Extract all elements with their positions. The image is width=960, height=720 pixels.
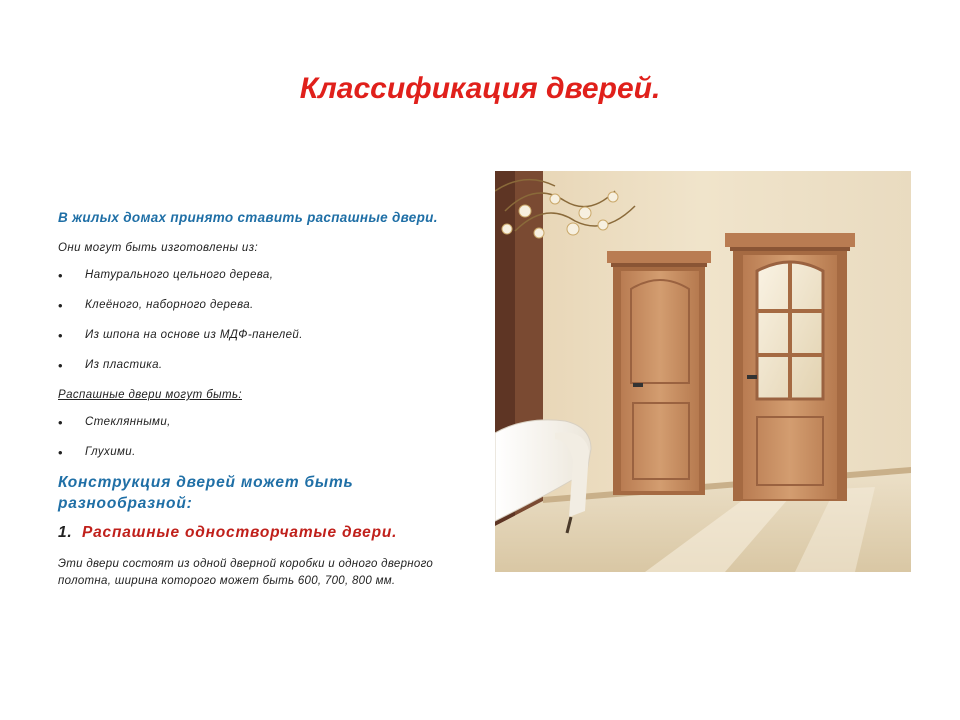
list-item: • Глухими.: [58, 446, 458, 476]
slide-title: Классификация дверей.: [299, 72, 661, 105]
list-item: • Стеклянными,: [58, 416, 458, 446]
item-text: Распашные одностворчатые двери.: [82, 524, 398, 541]
door-types-list: [58, 416, 458, 476]
doors-photo: [495, 171, 911, 572]
item-number: 1.: [58, 524, 73, 541]
materials-list: [58, 269, 458, 389]
list-item: • Клеёного, наборного дерева.: [58, 299, 458, 329]
numbered-item: [58, 524, 458, 542]
text-column: [58, 208, 458, 590]
intro-text: В жилых домах принято ставить распашные двери.: [58, 210, 438, 225]
list-item: • Из шпона на основе из МДФ-панелей.: [58, 329, 458, 359]
list-item: • Из пластика.: [58, 359, 458, 389]
description-text: Эти двери состоят из одной дверной коробки и одного дверного полотна, ширина которого может быть 600, 700, 800 мм.: [58, 558, 434, 587]
construction-heading: Конструкция дверей может быть разнообразной:: [58, 474, 354, 512]
door-types-label: Распашные двери могут быть:: [58, 389, 242, 401]
materials-label: Они могут быть изготовлены из:: [58, 242, 259, 254]
list-item: • Натурального цельного дерева,: [58, 269, 458, 299]
